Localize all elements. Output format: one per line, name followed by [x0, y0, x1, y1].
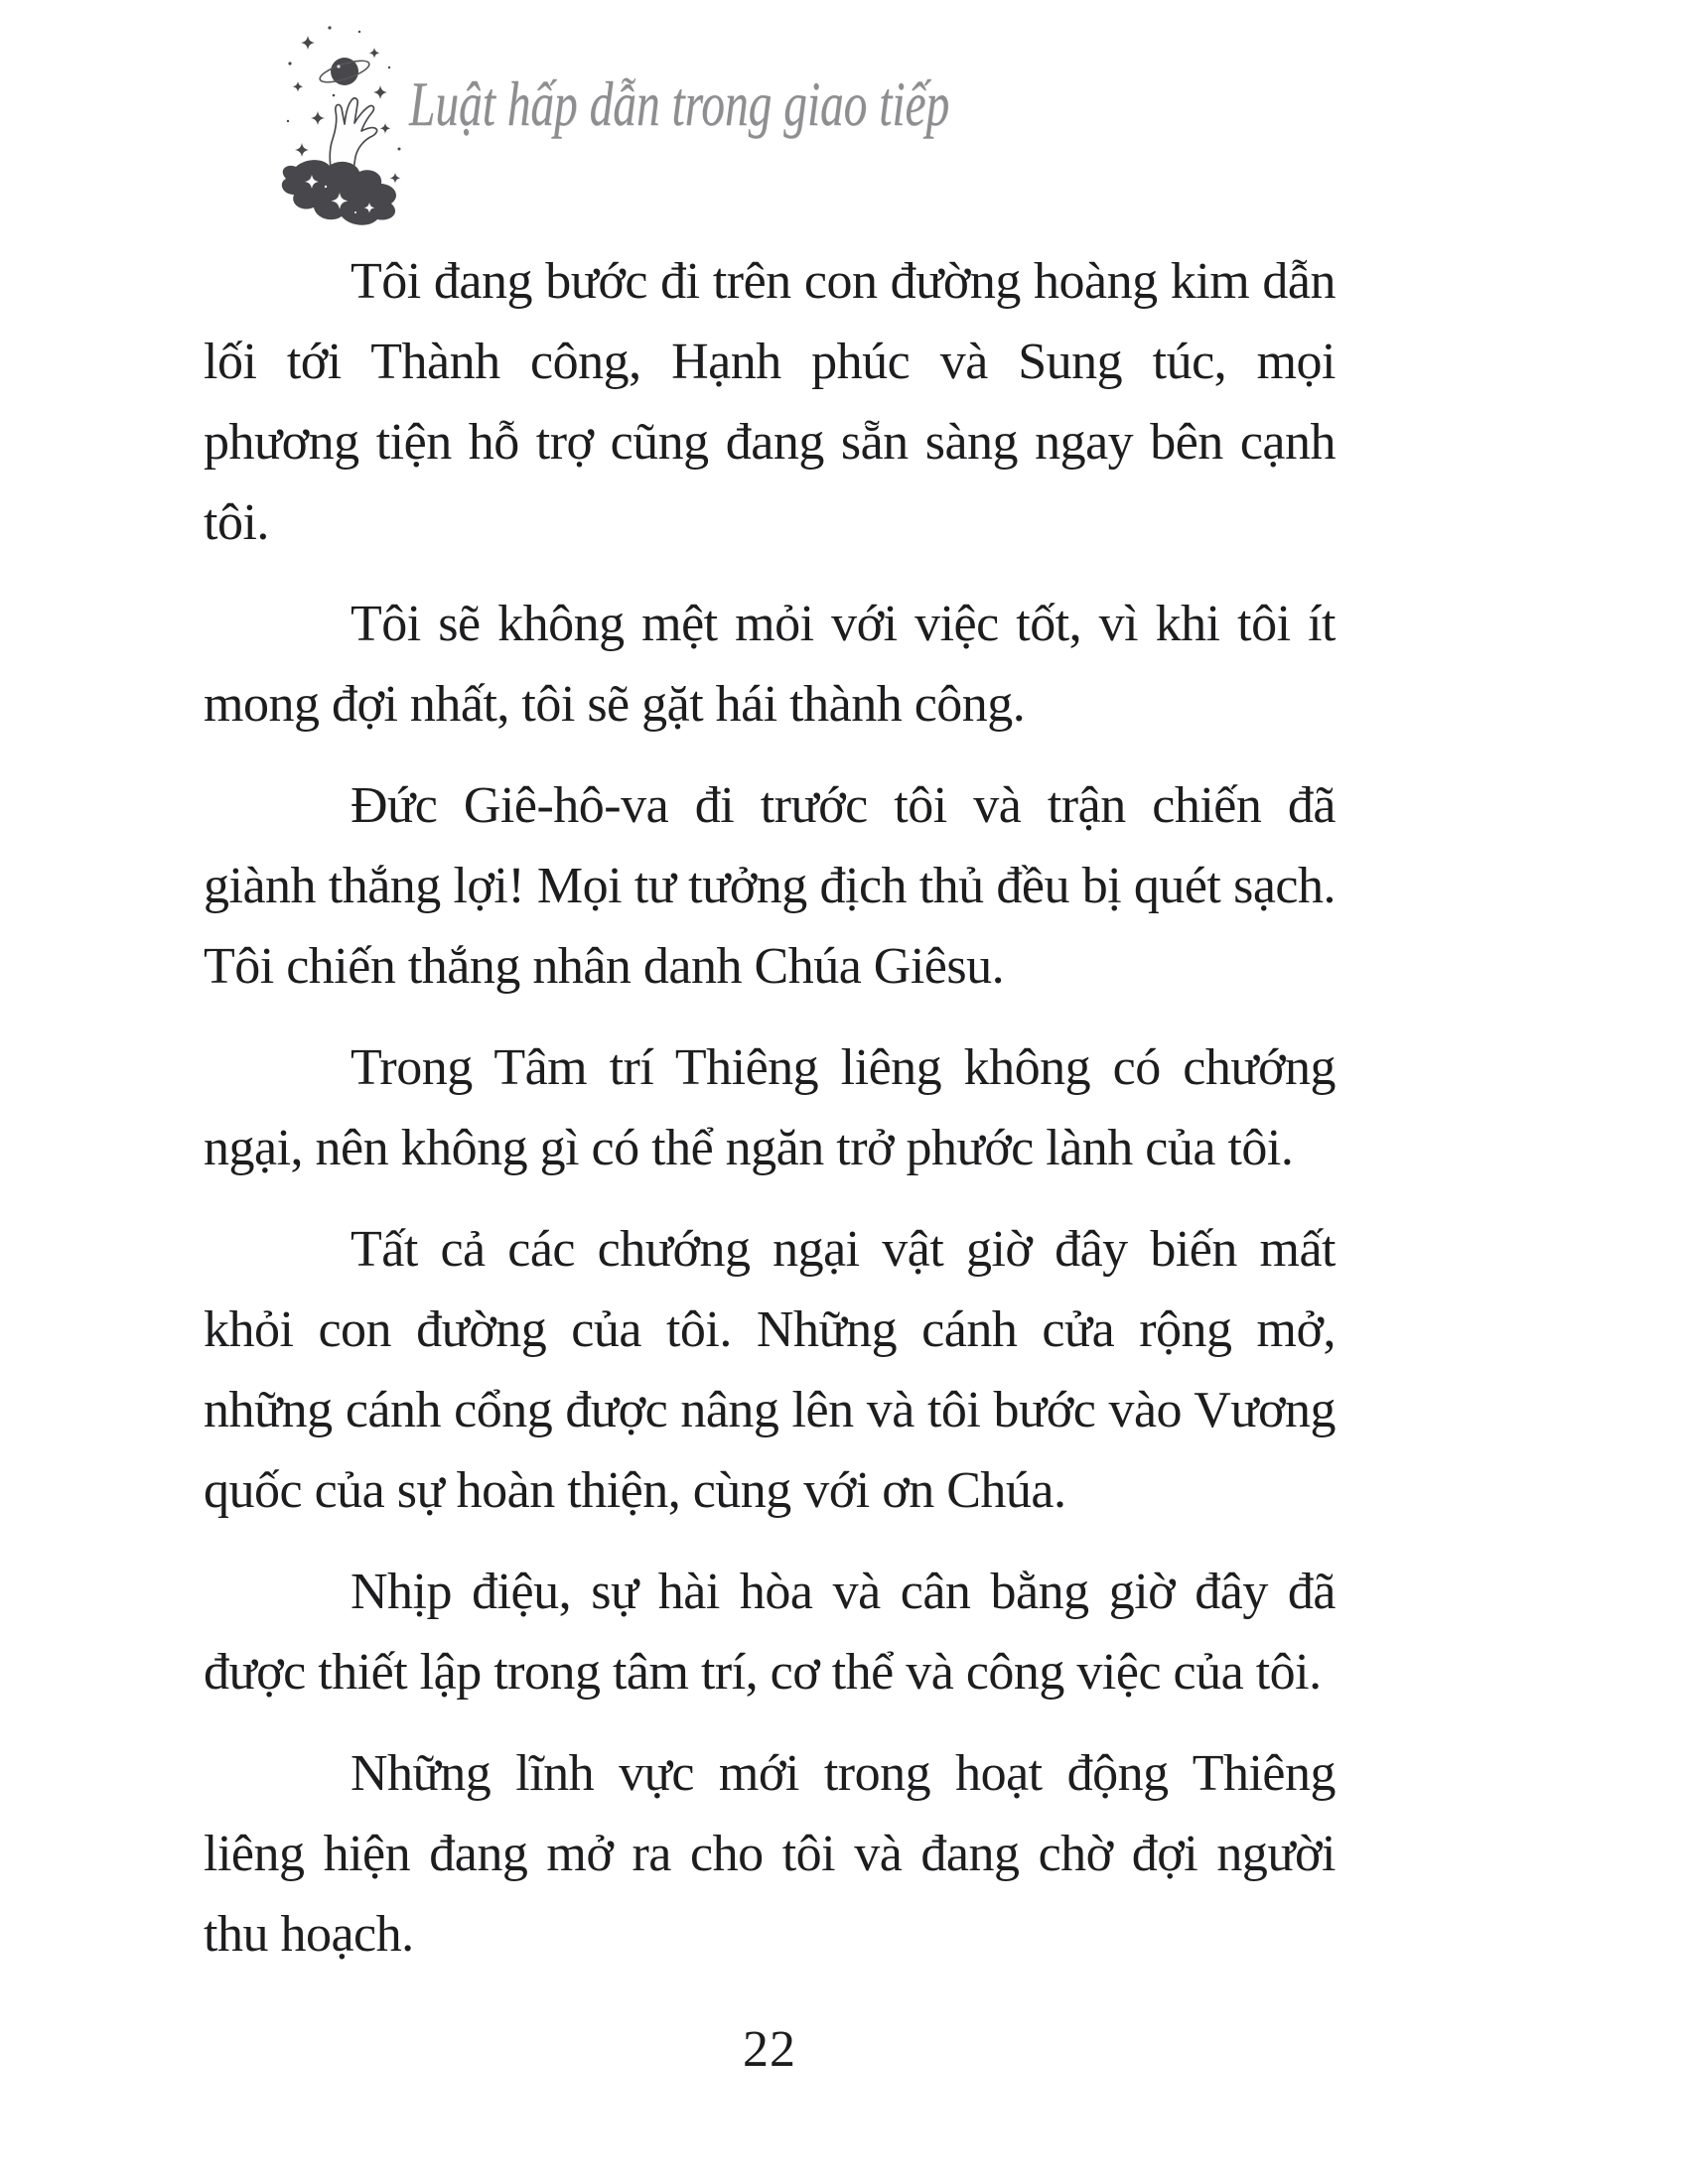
page-number: 22: [743, 2021, 796, 2078]
paragraph: Nhịp điệu, sự hài hòa và cân bằng giờ đây đã được thiết lập trong tâm trí, cơ thể và công việc của tôi.: [204, 1564, 1336, 1701]
paragraph: Tôi sẽ không mệt mỏi với việc tốt, vì khi tôi ít mong đợi nhất, tôi sẽ gặt hái thành công.: [204, 596, 1336, 733]
paragraph: Trong Tâm trí Thiêng liêng không có chướng ngại, nên không gì có thể ngăn trở phước lành của tôi.: [204, 1039, 1336, 1176]
page-header: [0, 0, 1688, 243]
paragraph: Đức Giê-hô-va đi trước tôi và trận chiến đã giành thắng lợi! Mọi tư tưởng địch thủ đều bị quét sạch. Tôi chiến thắng nhân danh Chúa Giêsu.: [204, 777, 1336, 995]
paragraph: Những lĩnh vực mới trong hoạt động Thiêng liêng hiện đang mở ra cho tôi và đang chờ đợi người thu hoạch.: [204, 1745, 1336, 1963]
body-text: [204, 241, 1336, 2079]
page-title: Luật hấp dẫn trong giao tiếp: [409, 68, 950, 139]
paragraph: Tôi đang bước đi trên con đường hoàng kim dẫn lối tới Thành công, Hạnh phúc và Sung túc, mọi phương tiện hỗ trợ cũng đang sẵn sàng ngay bên cạnh tôi.: [204, 253, 1336, 551]
hand-planet-logo-icon: [278, 22, 429, 234]
saturn-planet-icon: [318, 57, 371, 86]
page-footer: [204, 2020, 1336, 2079]
cloud-shape: [282, 160, 396, 225]
paragraph: Tất cả các chướng ngại vật giờ đây biến mất khỏi con đường của tôi. Những cánh cửa rộng mở, những cánh cổng được nâng lên và tôi bước vào Vương quốc của sự hoàn thiện, cùng với ơn Chúa.: [204, 1221, 1336, 1519]
